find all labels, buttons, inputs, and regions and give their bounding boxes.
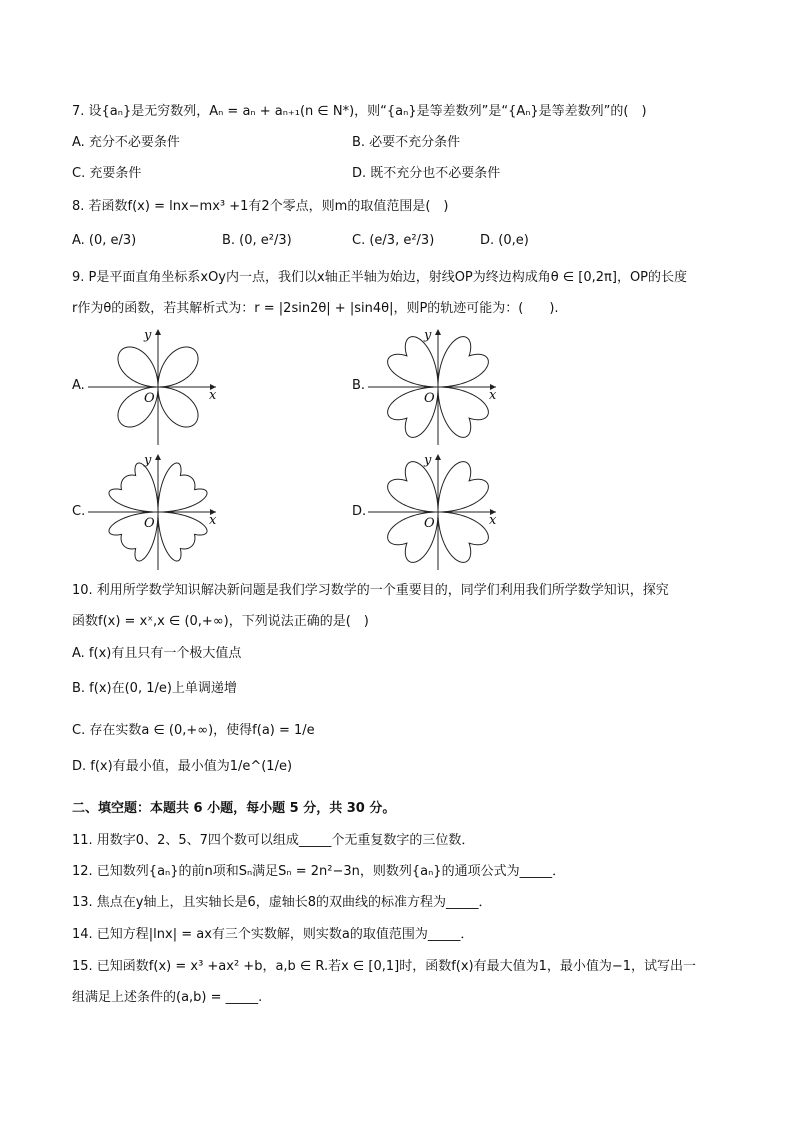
x-axis-label: x xyxy=(209,513,217,528)
q7-option-b: B. 必要不充分条件 xyxy=(352,135,461,150)
q9-graph-d xyxy=(368,450,508,570)
q9-option-a-label: A. xyxy=(72,378,85,393)
q10-option-d: D. f(x)有最小值，最小值为1/e^(1/e) xyxy=(72,759,293,774)
question-9-stem-line2: r作为θ的函数，若其解析式为：r = |2sin2θ| + |sin4θ|，则P的轨迹可能为：( ). xyxy=(72,301,559,316)
question-13: 13. 焦点在y轴上，且实轴长是6，虚轴长8的双曲线的标准方程为_____． xyxy=(72,895,492,910)
origin-label: O xyxy=(144,516,155,531)
q8-option-d: D. (0,e) xyxy=(480,233,529,248)
origin-label: O xyxy=(424,516,435,531)
q9-option-d-label: D. xyxy=(352,504,367,519)
y-axis-arrow xyxy=(435,329,441,335)
question-14: 14. 已知方程|lnx| = ax有三个实数解，则实数a的取值范围为_____． xyxy=(72,927,474,942)
y-axis-label: y xyxy=(424,328,432,343)
section-2-heading: 二、填空题：本题共 6 小题，每小题 5 分，共 30 分。 xyxy=(72,801,396,816)
q10-option-a: A. f(x)有且只有一个极大值点 xyxy=(72,646,242,661)
q9-graph-b xyxy=(368,325,508,445)
q10-option-c: C. 存在实数a ∈ (0,+∞)，使得f(a) = 1/e xyxy=(72,723,315,738)
y-axis-arrow xyxy=(155,329,161,335)
question-12: 12. 已知数列{aₙ}的前n项和Sₙ满足Sₙ = 2n²−3n，则数列{aₙ}的通项公式为_____． xyxy=(72,864,566,879)
q8-option-b: B. (0, e²/3) xyxy=(222,233,292,248)
y-axis-arrow xyxy=(155,454,161,460)
origin-label: O xyxy=(144,391,155,406)
question-7-stem: 7. 设{aₙ}是无穷数列，Aₙ = aₙ + aₙ₊₁(n ∈ N*)，则“{aₙ}是等差数列”是“{Aₙ}是等差数列”的( ) xyxy=(72,104,647,119)
x-axis-label: x xyxy=(489,513,497,528)
x-axis-label: x xyxy=(489,388,497,403)
y-axis-label: y xyxy=(144,453,152,468)
question-15-line1: 15. 已知函数f(x) = x³ +ax² +b，a,b ∈ R.若x ∈ [0,1]时，函数f(x)有最大值为1，最小值为−1，试写出一 xyxy=(72,959,697,974)
question-9-stem-line1: 9. P是平面直角坐标系xOy内一点，我们以x轴正半轴为始边，射线OP为终边构成角θ ∈ [0,2π]，OP的长度 xyxy=(72,270,688,285)
q8-option-a: A. (0, e/3) xyxy=(72,233,137,248)
q8-option-c: C. (e/3, e²/3) xyxy=(352,233,435,248)
origin-label: O xyxy=(424,391,435,406)
q10-option-b: B. f(x)在(0, 1/e)上单调递增 xyxy=(72,681,237,696)
y-axis-arrow xyxy=(435,454,441,460)
y-axis-label: y xyxy=(424,453,432,468)
question-8-stem: 8. 若函数f(x) = lnx−mx³ +1有2个零点，则m的取值范围是( ) xyxy=(72,199,449,214)
question-10-stem-line2: 函数f(x) = xˣ,x ∈ (0,+∞)，下列说法正确的是( ) xyxy=(72,614,369,629)
question-11: 11. 用数字0、2、5、7四个数可以组成_____个无重复数字的三位数． xyxy=(72,833,475,848)
q7-option-d: D. 既不充分也不必要条件 xyxy=(352,166,501,181)
y-axis-label: y xyxy=(144,328,152,343)
q7-option-c: C. 充要条件 xyxy=(72,166,142,181)
x-axis-label: x xyxy=(209,388,217,403)
question-10-stem-line1: 10. 利用所学数学知识解决新问题是我们学习数学的一个重要目的，同学们利用我们所学数学知识，探究 xyxy=(72,583,669,598)
q7-option-a: A. 充分不必要条件 xyxy=(72,135,180,150)
q9-graph-a xyxy=(88,325,228,445)
question-15-line2: 组满足上述条件的(a,b) = _____. xyxy=(72,990,263,1005)
q9-option-b-label: B. xyxy=(352,378,366,393)
q9-option-c-label: C. xyxy=(72,504,86,519)
q9-graph-c xyxy=(88,450,228,570)
